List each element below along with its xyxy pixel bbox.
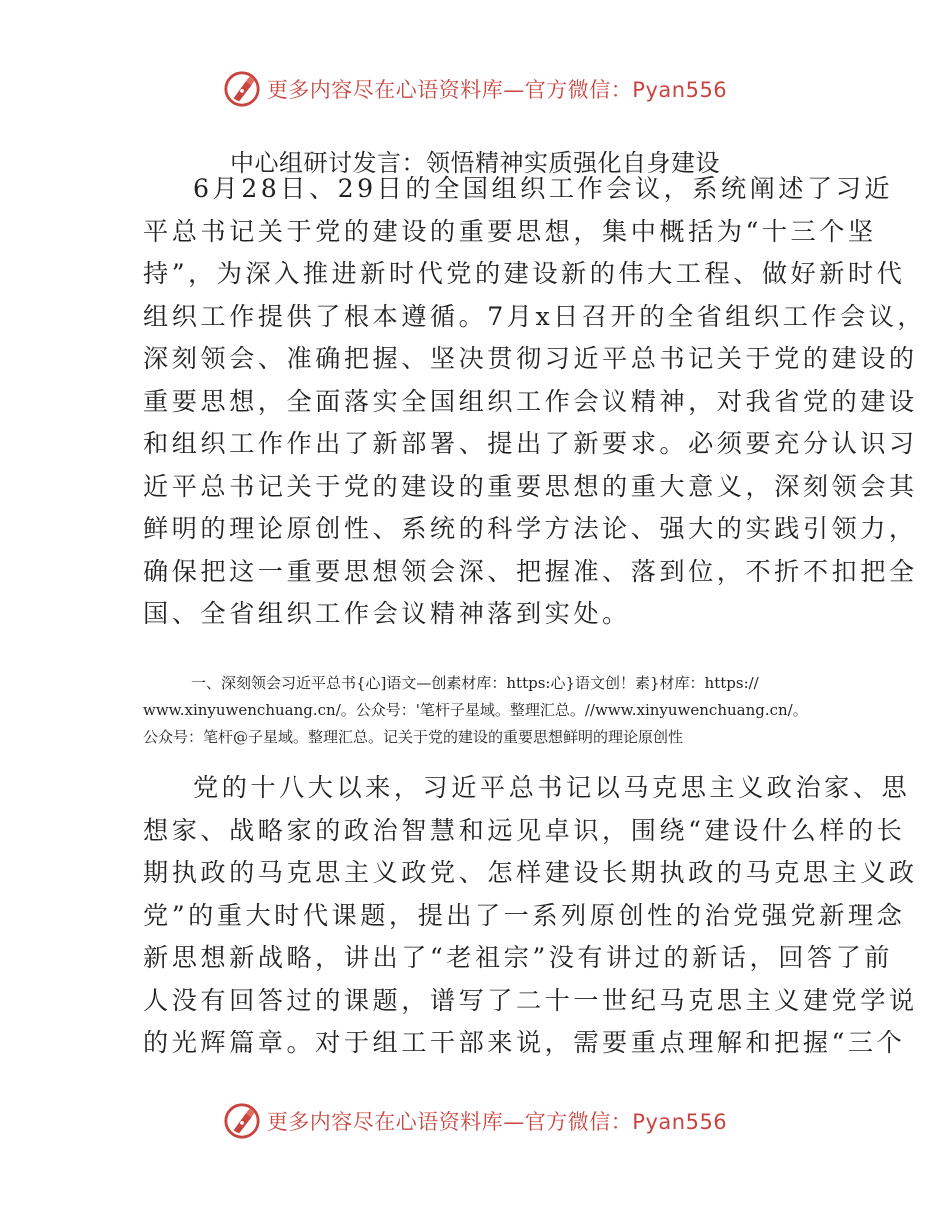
banner-text: 更多内容尽在心语资料库—官方微信：Pyan556: [266, 1110, 728, 1134]
paragraph-line: 和组织工作作出了新部署、提出了新要求。必须要充分认识习: [143, 429, 918, 458]
note-line: 公众号：笔杆@子星域。整理汇总。记关于党的建设的重要思想鲜明的理论原创性: [143, 728, 684, 746]
paragraph-line: 近平总书记关于党的建设的重要思想的重大意义，深刻领会其: [143, 471, 918, 501]
paragraph-line: 深刻领会、准确把握、坚决贯彻习近平总书记关于党的建设的: [143, 344, 918, 373]
paragraph-line: 6月28日、29日的全国组织工作会议，系统阐述了习近: [193, 174, 894, 203]
banner-text: 更多内容尽在心语资料库—官方微信：Pyan556: [266, 78, 728, 102]
paragraph-line: 鲜明的理论原创性、系统的科学方法论、强大的实践引领力，: [143, 514, 918, 543]
paragraph-line: 党的十八大以来，习近平总书记以马克思主义政治家、思: [193, 773, 911, 802]
paragraph-line: 期执政的马克思主义政党、怎样建设长期执政的马克思主义政: [143, 858, 918, 887]
pen-nib-logo-icon: [223, 70, 261, 108]
paragraph-line: 新思想新战略，讲出了“老祖宗”没有讲过的新话，回答了前: [143, 943, 893, 972]
paragraph-line: 人没有回答过的课题，谱写了二十一世纪马克思主义建党学说: [143, 985, 918, 1015]
paragraph-line: 平总书记关于党的建设的重要思想，集中概括为“十三个坚: [143, 216, 877, 246]
section-heading-note: [143, 670, 813, 751]
paragraph-line: 的光辉篇章。对于组工干部来说，需要重点理解和把握“三个: [143, 1028, 906, 1057]
paragraph-line: 党”的重大时代课题，提出了一系列原创性的治党强党新理念: [143, 900, 906, 930]
paragraph-intro: [143, 168, 927, 636]
paragraph-line: 确保把这一重要思想领会深、把握准、落到位，不折不扣把全: [143, 556, 918, 586]
paragraph-line: 组织工作提供了根本遵循。7月x日召开的全省组织工作会议，: [143, 301, 927, 331]
document-title: 中心组研讨发言：领悟精神实质强化自身建设: [230, 149, 720, 177]
paragraph-line: 持”，为深入推进新时代党的建设新的伟大工程、做好新时代: [143, 259, 906, 288]
paragraph-line: 重要思想，全面落实全国组织工作会议精神，对我省党的建设: [143, 386, 918, 416]
note-line: www.xinyuwenchuang.cn/。公众号：'笔杆子星域。整理汇总。//www.xinyuwenchuang.cn/。: [143, 701, 808, 719]
paragraph-line: 想家、战略家的政治智慧和远见卓识，围绕“建设什么样的长: [143, 815, 906, 845]
footer-banner: [0, 1102, 950, 1140]
paragraph-section-one: [143, 767, 918, 1065]
paragraph-line: 国、全省组织工作会议精神落到实处。: [143, 599, 631, 628]
note-line: 一、深刻领会习近平总书{心]语文—创素材库：https:心}语文创！素}材库：https://: [191, 674, 759, 692]
header-banner: [0, 70, 950, 108]
pen-nib-logo-icon: [223, 1102, 261, 1140]
